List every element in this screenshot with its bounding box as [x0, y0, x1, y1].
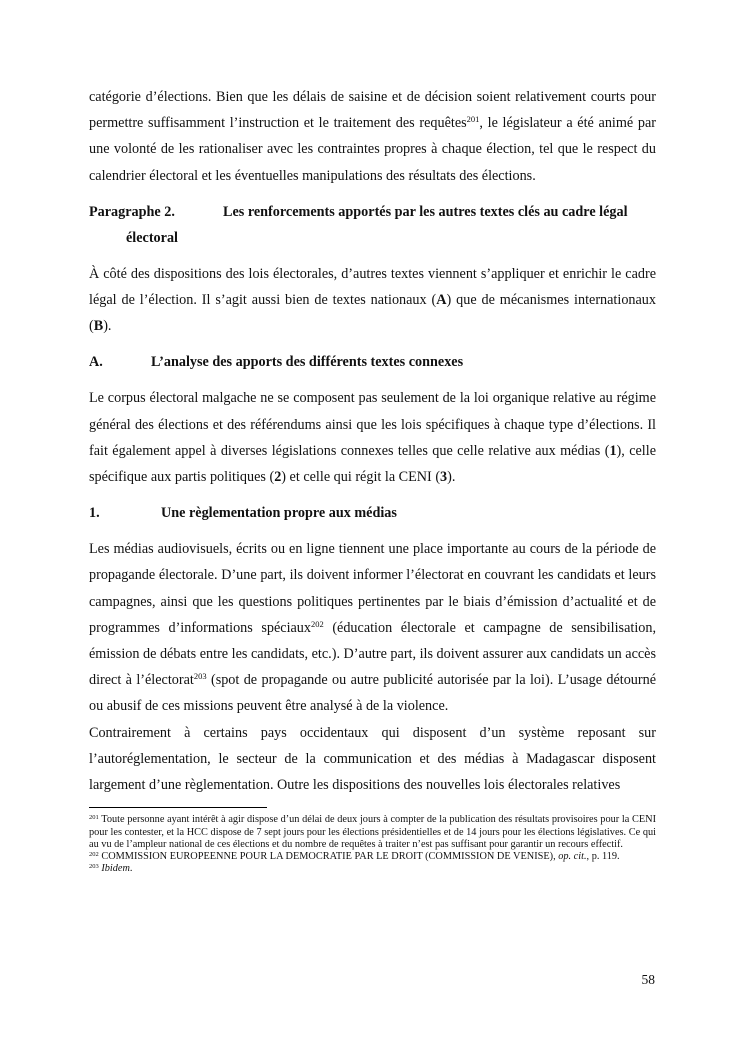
- paragraph-continued: catégorie d’élections. Bien que les délais de saisine et de décision soient relativement courts pour permettre suffisamment l’instruction et le traitement des requêtes$^{201}$, le législateur a été animé par une volonté de les rationaliser avec les contraintes propres à chaque élection, tel que le respect du calendrier électoral et les éventuelles manipulations des résultats des élections.: [89, 89, 656, 184]
- footnote-ref-203[interactable]: 203: [193, 671, 207, 682]
- paragraph-intro: À côté des dispositions des lois électorales, d’autres textes viennent s’appliquer et enrichir le cadre légal de l’élection. Il s’agit aussi bien de textes nationaux (A) que de mécanismes internationaux (B).: [89, 265, 656, 335]
- section-title: L’analyse des apports des différents textes connexes: [151, 354, 464, 371]
- paragraph-title: Les renforcements apportés par les autres textes clés au cadre légal: [223, 203, 628, 220]
- page-number: 58: [641, 972, 655, 987]
- paragraph-reglementation: Contrairement à certains pays occidentaux qui disposent d’un système reposant sur l’autoréglementation, le secteur de la communication et des médias à Madagascar disposent largement d’une règlementation. Outre les dispositions des nouvelles lois électorales relatives: [89, 724, 656, 794]
- section-label: A.: [89, 354, 103, 371]
- footnote-ref-202[interactable]: 202: [311, 618, 324, 629]
- subsection-label: 1.: [89, 505, 100, 522]
- section-heading-a: [89, 349, 656, 375]
- paragraph-corpus: Le corpus électoral malgache ne se composent pas seulement de la loi organique relative au régime général des élections et des référendums ainsi que les lois spécifiques à chaque type d’élections. Il fait également appel à diverses législations connexes telles que celle relative aux médias (1), celle spécifique aux partis politiques (2) et celle qui régit la CENI (3).: [89, 390, 656, 486]
- footnote-201: $^{201}$ Toute personne ayant intérêt à agir dispose d’un délai de deux jours à compter de la publication des résultats provisoires pour la CENI pour les contester, et la HCC dispose de 7 sept jours pour les élections présidentielles et de 14 jours pour les élections législatives. Ce qui au vu de l’ampleur national de ces élections et du nombre de requêtes à traiter n’est pas suffisant pour garantir un recours effectif.: [89, 814, 656, 850]
- footnote-separator: [89, 807, 267, 808]
- paragraph-medias: Les médias audiovisuels, écrits ou en ligne tiennent une place importante au cours de la période de propagande électorale. D’une part, ils doivent informer l’électorat en couvrant les candidats et leurs campagnes, ainsi que les questions politiques pertinentes par le biais d’émission d’actualité et de programmes d’informations spéciaux$^{202}$ (éducation électorale et campagne de sensibilisation, émission de débats entre les candidats, etc.). D’autre part, ils doivent assurer aux candidats un accès direct à l’électorat$^{203}$ (spot de propagande ou autre publicité autorisée par la loi). L’usage détourné ou abusif de ces missions peuvent être analysé à de la violence.: [89, 541, 657, 715]
- paragraph-title-continued: électoral: [126, 229, 178, 246]
- footnote-202: $^{202}$ COMMISSION EUROPEENNE POUR LA DEMOCRATIE PAR LE DROIT (COMMISSION DE VENISE), op. cit., p. 119.: [89, 851, 620, 863]
- paragraph-label: Paragraphe 2.: [89, 203, 175, 220]
- subsection-heading-1: [89, 500, 656, 526]
- paragraph-heading: [89, 199, 656, 251]
- footnote-ref-201[interactable]: 201: [466, 114, 480, 125]
- footnote-203: $^{203}$ Ibidem.: [89, 863, 133, 875]
- subsection-title: Une règlementation propre aux médias: [161, 505, 397, 522]
